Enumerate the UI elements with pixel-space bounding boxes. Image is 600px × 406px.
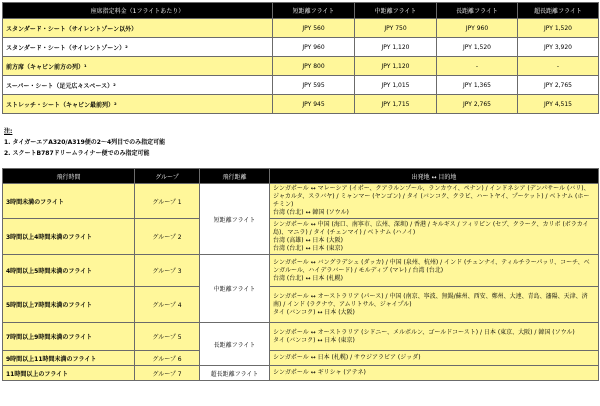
seat-fee-row	[3, 19, 599, 38]
seat-fee-row	[3, 38, 599, 57]
fee-cell: JPY 4,515	[518, 95, 599, 114]
group-row	[3, 219, 599, 255]
header-flight-time: 飛行時間	[3, 169, 135, 184]
group-cell: グループ 6	[135, 351, 200, 366]
fee-cell: JPY 1,015	[355, 76, 437, 95]
flight-time-cell: 3時間以上4時間未満のフライト	[3, 219, 135, 255]
fee-cell: JPY 960	[273, 38, 355, 57]
fee-cell: JPY 2,765	[437, 95, 518, 114]
seat-type-label: スタンダード・シート（サイレントゾーン以外）	[3, 19, 273, 38]
seat-fee-row	[3, 95, 599, 114]
route-cell: シンガポール ↔ オーストラリア (シドニー、メルボルン、ゴールドコースト) / 日本 (東京、大阪) / 韓国 (ソウル) タイ (バンコク) ↔ 日本 (東京)	[270, 323, 599, 351]
fee-cell: JPY 595	[273, 76, 355, 95]
group-cell: グループ 2	[135, 219, 200, 255]
group-header-row	[3, 169, 599, 184]
group-row	[3, 184, 599, 219]
flight-time-cell: 5時間以上7時間未満のフライト	[3, 287, 135, 323]
seat-type-label: ストレッチ・シート（キャビン最前列）²	[3, 95, 273, 114]
fee-cell: JPY 960	[437, 19, 518, 38]
notes-title: 注:	[4, 128, 13, 135]
notes-section	[4, 126, 165, 159]
flight-group-table	[2, 168, 599, 381]
fee-cell: JPY 1,120	[355, 38, 437, 57]
group-cell: グループ 4	[135, 287, 200, 323]
seat-fee-table	[2, 2, 599, 114]
route-cell: シンガポール ↔ バングラデシュ (ダッカ) / 中国 (泉州、杭州) / インド (チェンナイ、ティルチラーパッリ、コーチ、ベンガルール、ハイデラバード) / モルディブ (マレ) / 台湾 (台北) 台湾 (台北) ↔ 日本 (札幌)	[270, 255, 599, 287]
flight-time-cell: 9時間以上11時間未満のフライト	[3, 351, 135, 366]
seat-fee-row	[3, 76, 599, 95]
fee-cell: JPY 945	[273, 95, 355, 114]
fee-cell: -	[518, 57, 599, 76]
seat-type-label: スタンダード・シート（サイレントゾーン）²	[3, 38, 273, 57]
flight-time-cell: 4時間以上5時間未満のフライト	[3, 255, 135, 287]
route-cell: シンガポール ↔ ギリシャ (アテネ)	[270, 366, 599, 381]
header-route: 出発地 ↔ 目的地	[270, 169, 599, 184]
header-distance: 飛行距離	[200, 169, 270, 184]
fee-cell: JPY 1,120	[355, 57, 437, 76]
distance-cell: 超長距離フライト	[200, 366, 270, 381]
fee-cell: JPY 750	[355, 19, 437, 38]
route-cell: シンガポール ↔ 中国 (海口、南寧市、広州、深圳) / 香港 / キルギス / フィリピン (セブ、クラーク、カリボ (ボラカイ島)、マニラ) / タイ (チェンマイ) / ベトナム (ハノイ) 台湾 (高雄) ↔ 日本 (大阪) 台湾 (台北) ↔ 日本 (東京)	[270, 219, 599, 255]
distance-cell: 長距離フライト	[200, 323, 270, 366]
note-item: 1. タイガーエアA320/A319便の2～4列目でのみ指定可能	[4, 139, 166, 146]
fee-cell: JPY 3,920	[518, 38, 599, 57]
header-seat-fee: 座席指定料金（1フライトあたり）	[3, 3, 273, 19]
group-row	[3, 366, 599, 381]
group-row	[3, 351, 599, 366]
group-row	[3, 255, 599, 287]
header-medium-haul: 中距離フライト	[355, 3, 437, 19]
fee-cell: JPY 1,715	[355, 95, 437, 114]
fee-cell: JPY 1,365	[437, 76, 518, 95]
route-cell: シンガポール ↔ オーストラリア (パース) / 中国 (南京、寧波、無錫/蘇州、西安、鄭州、大連、青島、瀋陽、天津、済南) / インド (ラクナウ、アムリトサル、ジャイプル) タイ (バンコク) ↔ 日本 (大阪)	[270, 287, 599, 323]
fee-cell: JPY 560	[273, 19, 355, 38]
group-cell: グループ 7	[135, 366, 200, 381]
header-group: グループ	[135, 169, 200, 184]
fee-cell: JPY 800	[273, 57, 355, 76]
group-cell: グループ 1	[135, 184, 200, 219]
flight-time-cell: 11時間以上のフライト	[3, 366, 135, 381]
header-short-haul: 短距離フライト	[273, 3, 355, 19]
seat-fee-header-row	[3, 3, 599, 19]
distance-cell: 中距離フライト	[200, 255, 270, 323]
group-cell: グループ 5	[135, 323, 200, 351]
distance-cell: 短距離フライト	[200, 184, 270, 255]
route-cell: シンガポール ↔ マレーシア (イポー、クアラルンプール、ランカウイ、ペナン) / インドネシア (デンパサール (バリ)、ジャカルタ、スラバヤ) / ミャンマー (ヤンゴン) / タイ (バンコク、クラビ、ハートヤイ、プーケット) / ベトナム (ホーチミン) 台湾 (台北) ↔ 韓国 (ソウル)	[270, 184, 599, 219]
note-item: 2. スクートB787ドリームライナー便でのみ指定可能	[4, 150, 150, 157]
group-cell: グループ 3	[135, 255, 200, 287]
fee-cell: JPY 1,520	[437, 38, 518, 57]
seat-type-label: 前方席（キャビン前方の列）¹	[3, 57, 273, 76]
group-row	[3, 287, 599, 323]
fee-cell: JPY 2,765	[518, 76, 599, 95]
header-ultra-long-haul: 超長距離フライト	[518, 3, 599, 19]
flight-time-cell: 7時間以上9時間未満のフライト	[3, 323, 135, 351]
seat-type-label: スーパー・シート（足元広々スペース）²	[3, 76, 273, 95]
flight-time-cell: 3時間未満のフライト	[3, 184, 135, 219]
route-cell: シンガポール ↔ 日本 (札幌) / サウジアラビア (ジッダ)	[270, 351, 599, 366]
seat-fee-row	[3, 57, 599, 76]
fee-cell: -	[437, 57, 518, 76]
fee-cell: JPY 1,520	[518, 19, 599, 38]
group-row	[3, 323, 599, 351]
header-long-haul: 長距離フライト	[437, 3, 518, 19]
